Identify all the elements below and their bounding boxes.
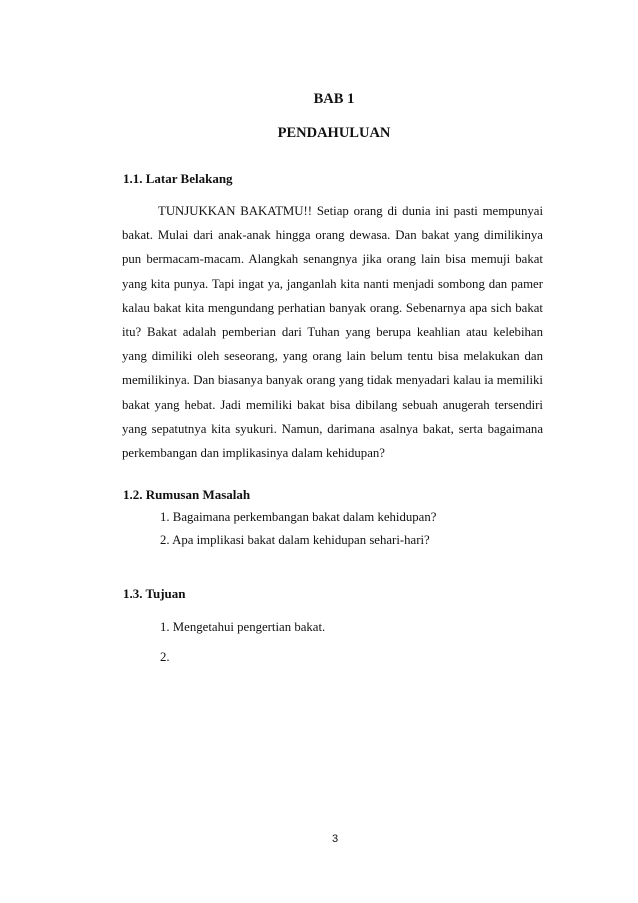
background-paragraph-block <box>122 199 543 465</box>
objective-item-2: 2. <box>160 650 170 664</box>
chapter-label: BAB 1 <box>313 91 355 107</box>
objective-item-1: 1. Mengetahui pengertian bakat. <box>160 620 326 634</box>
problem-item-2: 2. Apa implikasi bakat dalam kehidupan sehari-hari? <box>160 533 430 547</box>
page-number: 3 <box>331 833 339 845</box>
section-heading-latar-belakang: 1.1. Latar Belakang <box>123 171 233 186</box>
background-paragraph: TUNJUKKAN BAKATMU!! Setiap orang di dunia ini pasti mempunyai bakat. Mulai dari anak-anak hingga orang dewasa. Dan bakat yang dimilikinya pun bermacam-macam. Alangkah senangnya jika orang lain bisa memuji bakat yang kita punya. Tapi ingat ya, janganlah kita nanti menjadi sombong dan pamer kalau bakat kita mengundang perhatian banyak orang. Sebenarnya apa sich bakat itu? Bakat adalah pemberian dari Tuhan yang berupa keahlian atau kelebihan yang dimiliki oleh seseorang, yang orang lain belum tentu bisa melakukan dan memilikinya. Dan biasanya banyak orang yang tidak menyadari kalau ia memiliki bakat yang hebat. Jadi memiliki bakat bisa dibilang sebuah anugerah tersendiri yang sepatutnya kita syukuri. Namun, darimana asalnya bakat, serta bagaimana perkembangan dan implikasinya dalam kehidupan? <box>122 204 543 461</box>
section-heading-rumusan-masalah: 1.2. Rumusan Masalah <box>123 487 251 502</box>
problem-item-1: 1. Bagaimana perkembangan bakat dalam kehidupan? <box>160 510 437 524</box>
chapter-title: PENDAHULUAN <box>277 125 391 141</box>
section-heading-tujuan: 1.3. Tujuan <box>123 586 186 601</box>
